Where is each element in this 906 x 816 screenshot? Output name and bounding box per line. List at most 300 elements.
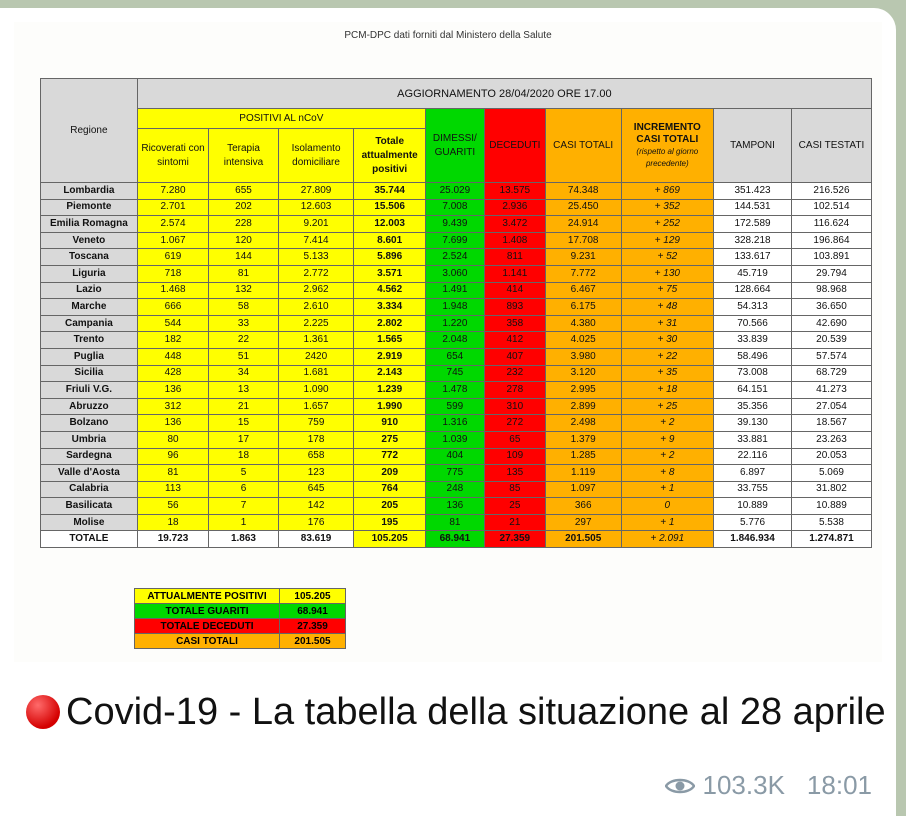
message-time: 18:01 xyxy=(806,770,872,800)
total-casi-totali: 201.505 xyxy=(545,531,621,548)
cell-incremento: + 252 xyxy=(621,216,714,233)
cell-casi-totali: 7.772 xyxy=(545,265,621,282)
total-terapia: 1.863 xyxy=(209,531,278,548)
cell-deceduti: 135 xyxy=(484,465,545,482)
table-row xyxy=(41,232,872,249)
table-row xyxy=(41,265,872,282)
cell-deceduti: 3.472 xyxy=(484,216,545,233)
cell-deceduti: 811 xyxy=(484,249,545,266)
cell-ricoverati: 544 xyxy=(137,315,209,332)
cell-isolamento: 1.090 xyxy=(278,382,354,399)
cell-deceduti: 412 xyxy=(484,332,545,349)
update-title: AGGIORNAMENTO 28/04/2020 ORE 17.00 xyxy=(137,79,871,109)
cell-regione: Calabria xyxy=(41,481,138,498)
cell-isolamento: 176 xyxy=(278,514,354,531)
cell-ricoverati: 80 xyxy=(137,431,209,448)
cell-terapia: 18 xyxy=(209,448,278,465)
cell-isolamento: 645 xyxy=(278,481,354,498)
cell-regione: Bolzano xyxy=(41,415,138,432)
cell-regione: Molise xyxy=(41,514,138,531)
cell-casi-totali: 1.119 xyxy=(545,465,621,482)
cell-terapia: 34 xyxy=(209,365,278,382)
cell-incremento: + 48 xyxy=(621,299,714,316)
cell-ricoverati: 2.701 xyxy=(137,199,209,216)
cell-regione: Lazio xyxy=(41,282,138,299)
table-row xyxy=(41,315,872,332)
cell-isolamento: 27.809 xyxy=(278,183,354,200)
cell-tamponi: 172.589 xyxy=(714,216,792,233)
cell-regione: Umbria xyxy=(41,431,138,448)
cell-terapia: 15 xyxy=(209,415,278,432)
cell-tamponi: 22.116 xyxy=(714,448,792,465)
cell-ricoverati: 113 xyxy=(137,481,209,498)
cell-dimessi: 25.029 xyxy=(425,183,484,200)
summary-value: 201.505 xyxy=(280,634,346,649)
cell-casi-testati: 29.794 xyxy=(791,265,871,282)
cell-totale-positivi: 3.571 xyxy=(354,265,426,282)
table-row xyxy=(41,282,872,299)
cell-casi-testati: 5.069 xyxy=(791,465,871,482)
cell-casi-totali: 17.708 xyxy=(545,232,621,249)
cell-casi-testati: 31.802 xyxy=(791,481,871,498)
cell-tamponi: 128.664 xyxy=(714,282,792,299)
cell-terapia: 132 xyxy=(209,282,278,299)
cell-regione: Valle d'Aosta xyxy=(41,465,138,482)
cell-casi-totali: 2.995 xyxy=(545,382,621,399)
cell-dimessi: 7.008 xyxy=(425,199,484,216)
cell-casi-totali: 1.379 xyxy=(545,431,621,448)
cell-totale-positivi: 12.003 xyxy=(354,216,426,233)
cell-incremento: + 31 xyxy=(621,315,714,332)
cell-casi-testati: 27.054 xyxy=(791,398,871,415)
cell-terapia: 7 xyxy=(209,498,278,515)
header-isolamento: Isolamento domiciliare xyxy=(278,129,354,183)
cell-totale-positivi: 910 xyxy=(354,415,426,432)
cell-totale-positivi: 764 xyxy=(354,481,426,498)
cell-deceduti: 2.936 xyxy=(484,199,545,216)
cell-terapia: 144 xyxy=(209,249,278,266)
covid-table xyxy=(40,78,872,548)
cell-casi-testati: 98.968 xyxy=(791,282,871,299)
cell-deceduti: 414 xyxy=(484,282,545,299)
cell-incremento: + 9 xyxy=(621,431,714,448)
cell-totale-positivi: 2.802 xyxy=(354,315,426,332)
cell-casi-totali: 25.450 xyxy=(545,199,621,216)
cell-regione: Emilia Romagna xyxy=(41,216,138,233)
cell-isolamento: 2.962 xyxy=(278,282,354,299)
cell-terapia: 1 xyxy=(209,514,278,531)
cell-ricoverati: 718 xyxy=(137,265,209,282)
cell-tamponi: 10.889 xyxy=(714,498,792,515)
cell-totale-positivi: 1.239 xyxy=(354,382,426,399)
cell-ricoverati: 136 xyxy=(137,382,209,399)
cell-casi-testati: 36.650 xyxy=(791,299,871,316)
table-image[interactable] xyxy=(14,22,882,662)
cell-ricoverati: 7.280 xyxy=(137,183,209,200)
cell-totale-positivi: 772 xyxy=(354,448,426,465)
cell-incremento: + 1 xyxy=(621,514,714,531)
table-row xyxy=(41,514,872,531)
cell-casi-totali: 1.285 xyxy=(545,448,621,465)
cell-regione: Toscana xyxy=(41,249,138,266)
cell-dimessi: 136 xyxy=(425,498,484,515)
table-row xyxy=(41,216,872,233)
header-dimessi: DIMESSI/ GUARITI xyxy=(425,109,484,183)
cell-dimessi: 7.699 xyxy=(425,232,484,249)
cell-regione: Veneto xyxy=(41,232,138,249)
cell-incremento: + 18 xyxy=(621,382,714,399)
cell-casi-testati: 196.864 xyxy=(791,232,871,249)
total-casi-testati: 1.274.871 xyxy=(791,531,871,548)
cell-casi-testati: 42.690 xyxy=(791,315,871,332)
cell-casi-totali: 24.914 xyxy=(545,216,621,233)
cell-isolamento: 5.133 xyxy=(278,249,354,266)
cell-isolamento: 123 xyxy=(278,465,354,482)
table-row xyxy=(41,199,872,216)
cell-incremento: + 1 xyxy=(621,481,714,498)
cell-isolamento: 2.610 xyxy=(278,299,354,316)
header-totale-positivi: Totale attualmente positivi xyxy=(354,129,426,183)
table-row xyxy=(41,299,872,316)
summary-label: TOTALE DECEDUTI xyxy=(135,619,280,634)
cell-isolamento: 759 xyxy=(278,415,354,432)
cell-casi-testati: 20.539 xyxy=(791,332,871,349)
cell-deceduti: 1.141 xyxy=(484,265,545,282)
summary-row xyxy=(135,634,346,649)
header-casi-totali: CASI TOTALI xyxy=(545,109,621,183)
table-row xyxy=(41,481,872,498)
cell-dimessi: 775 xyxy=(425,465,484,482)
cell-dimessi: 1.316 xyxy=(425,415,484,432)
cell-regione: Campania xyxy=(41,315,138,332)
cell-ricoverati: 1.067 xyxy=(137,232,209,249)
summary-value: 105.205 xyxy=(280,589,346,604)
cell-casi-totali: 9.231 xyxy=(545,249,621,266)
cell-deceduti: 278 xyxy=(484,382,545,399)
header-incremento xyxy=(621,109,714,183)
total-tamponi: 1.846.934 xyxy=(714,531,792,548)
table-row xyxy=(41,448,872,465)
cell-casi-totali: 1.097 xyxy=(545,481,621,498)
cell-terapia: 21 xyxy=(209,398,278,415)
cell-dimessi: 1.491 xyxy=(425,282,484,299)
cell-terapia: 5 xyxy=(209,465,278,482)
cell-terapia: 33 xyxy=(209,315,278,332)
header-tamponi: TAMPONI xyxy=(714,109,792,183)
cell-tamponi: 35.356 xyxy=(714,398,792,415)
table-row xyxy=(41,415,872,432)
cell-regione: Sardegna xyxy=(41,448,138,465)
header-incremento-note: (rispetto al giorno precedente) xyxy=(636,146,699,168)
cell-incremento: + 22 xyxy=(621,348,714,365)
cell-dimessi: 9.439 xyxy=(425,216,484,233)
cell-regione: Piemonte xyxy=(41,199,138,216)
cell-tamponi: 64.151 xyxy=(714,382,792,399)
cell-dimessi: 404 xyxy=(425,448,484,465)
cell-tamponi: 33.881 xyxy=(714,431,792,448)
cell-totale-positivi: 209 xyxy=(354,465,426,482)
cell-tamponi: 39.130 xyxy=(714,415,792,432)
summary-label: CASI TOTALI xyxy=(135,634,280,649)
cell-tamponi: 54.313 xyxy=(714,299,792,316)
table-row xyxy=(41,332,872,349)
cell-casi-testati: 23.263 xyxy=(791,431,871,448)
cell-terapia: 202 xyxy=(209,199,278,216)
cell-tamponi: 45.719 xyxy=(714,265,792,282)
cell-ricoverati: 666 xyxy=(137,299,209,316)
cell-regione: Sicilia xyxy=(41,365,138,382)
cell-totale-positivi: 5.896 xyxy=(354,249,426,266)
cell-terapia: 22 xyxy=(209,332,278,349)
cell-incremento: + 2 xyxy=(621,415,714,432)
cell-incremento: + 52 xyxy=(621,249,714,266)
cell-dimessi: 1.039 xyxy=(425,431,484,448)
cell-casi-testati: 41.273 xyxy=(791,382,871,399)
cell-terapia: 6 xyxy=(209,481,278,498)
cell-isolamento: 1.657 xyxy=(278,398,354,415)
table-row xyxy=(41,365,872,382)
cell-totale-positivi: 1.565 xyxy=(354,332,426,349)
header-terapia: Terapia intensiva xyxy=(209,129,278,183)
total-deceduti: 27.359 xyxy=(484,531,545,548)
cell-casi-testati: 68.729 xyxy=(791,365,871,382)
cell-incremento: + 352 xyxy=(621,199,714,216)
cell-totale-positivi: 205 xyxy=(354,498,426,515)
cell-deceduti: 65 xyxy=(484,431,545,448)
message-meta xyxy=(665,770,872,801)
cell-dimessi: 1.220 xyxy=(425,315,484,332)
cell-ricoverati: 428 xyxy=(137,365,209,382)
cell-dimessi: 2.048 xyxy=(425,332,484,349)
summary-row xyxy=(135,619,346,634)
cell-incremento: + 2 xyxy=(621,448,714,465)
cell-deceduti: 272 xyxy=(484,415,545,432)
cell-totale-positivi: 275 xyxy=(354,431,426,448)
cell-incremento: + 30 xyxy=(621,332,714,349)
cell-deceduti: 25 xyxy=(484,498,545,515)
summary-row xyxy=(135,604,346,619)
cell-deceduti: 21 xyxy=(484,514,545,531)
cell-deceduti: 109 xyxy=(484,448,545,465)
cell-dimessi: 3.060 xyxy=(425,265,484,282)
cell-casi-totali: 4.380 xyxy=(545,315,621,332)
cell-isolamento: 9.201 xyxy=(278,216,354,233)
cell-casi-totali: 366 xyxy=(545,498,621,515)
cell-ricoverati: 81 xyxy=(137,465,209,482)
cell-tamponi: 6.897 xyxy=(714,465,792,482)
cell-deceduti: 893 xyxy=(484,299,545,316)
cell-casi-totali: 4.025 xyxy=(545,332,621,349)
cell-casi-totali: 6.467 xyxy=(545,282,621,299)
table-row xyxy=(41,348,872,365)
cell-casi-testati: 116.624 xyxy=(791,216,871,233)
cell-regione: Friuli V.G. xyxy=(41,382,138,399)
cell-deceduti: 407 xyxy=(484,348,545,365)
summary-label: TOTALE GUARITI xyxy=(135,604,280,619)
cell-tamponi: 144.531 xyxy=(714,199,792,216)
cell-regione: Puglia xyxy=(41,348,138,365)
table-row xyxy=(41,249,872,266)
cell-tamponi: 58.496 xyxy=(714,348,792,365)
cell-incremento: + 869 xyxy=(621,183,714,200)
cell-dimessi: 1.478 xyxy=(425,382,484,399)
cell-isolamento: 1.681 xyxy=(278,365,354,382)
cell-ricoverati: 1.468 xyxy=(137,282,209,299)
table-row xyxy=(41,398,872,415)
cell-incremento: + 25 xyxy=(621,398,714,415)
cell-ricoverati: 2.574 xyxy=(137,216,209,233)
cell-deceduti: 358 xyxy=(484,315,545,332)
cell-casi-testati: 20.053 xyxy=(791,448,871,465)
cell-ricoverati: 136 xyxy=(137,415,209,432)
total-incremento: + 2.091 xyxy=(621,531,714,548)
header-ricoverati: Ricoverati con sintomi xyxy=(137,129,209,183)
cell-deceduti: 13.575 xyxy=(484,183,545,200)
cell-casi-totali: 3.120 xyxy=(545,365,621,382)
cell-ricoverati: 182 xyxy=(137,332,209,349)
cell-totale-positivi: 3.334 xyxy=(354,299,426,316)
summary-row xyxy=(135,589,346,604)
cell-tamponi: 133.617 xyxy=(714,249,792,266)
header-deceduti: DECEDUTI xyxy=(484,109,545,183)
message-caption xyxy=(26,688,886,736)
summary-value: 68.941 xyxy=(280,604,346,619)
cell-regione: Trento xyxy=(41,332,138,349)
total-row xyxy=(41,531,872,548)
cell-isolamento: 7.414 xyxy=(278,232,354,249)
cell-ricoverati: 312 xyxy=(137,398,209,415)
red-circle-icon xyxy=(26,695,60,729)
cell-deceduti: 1.408 xyxy=(484,232,545,249)
cell-dimessi: 745 xyxy=(425,365,484,382)
cell-casi-totali: 3.980 xyxy=(545,348,621,365)
cell-dimessi: 248 xyxy=(425,481,484,498)
cell-tamponi: 70.566 xyxy=(714,315,792,332)
table-row xyxy=(41,498,872,515)
cell-incremento: + 8 xyxy=(621,465,714,482)
cell-casi-totali: 2.899 xyxy=(545,398,621,415)
cell-casi-testati: 102.514 xyxy=(791,199,871,216)
cell-totale-positivi: 2.919 xyxy=(354,348,426,365)
cell-regione: Liguria xyxy=(41,265,138,282)
cell-regione: Abruzzo xyxy=(41,398,138,415)
cell-deceduti: 310 xyxy=(484,398,545,415)
cell-totale-positivi: 15.506 xyxy=(354,199,426,216)
cell-tamponi: 351.423 xyxy=(714,183,792,200)
cell-tamponi: 33.839 xyxy=(714,332,792,349)
total-totale-positivi: 105.205 xyxy=(354,531,426,548)
summary-value: 27.359 xyxy=(280,619,346,634)
eye-icon xyxy=(665,776,695,796)
total-dimessi: 68.941 xyxy=(425,531,484,548)
caption-text: Covid-19 - La tabella della situazione al 28 aprile xyxy=(66,691,886,733)
cell-ricoverati: 18 xyxy=(137,514,209,531)
cell-totale-positivi: 4.562 xyxy=(354,282,426,299)
summary-table xyxy=(134,588,346,649)
cell-isolamento: 1.361 xyxy=(278,332,354,349)
cell-dimessi: 599 xyxy=(425,398,484,415)
summary-label: ATTUALMENTE POSITIVI xyxy=(135,589,280,604)
cell-deceduti: 85 xyxy=(484,481,545,498)
cell-ricoverati: 619 xyxy=(137,249,209,266)
cell-casi-testati: 103.891 xyxy=(791,249,871,266)
header-casi-testati: CASI TESTATI xyxy=(791,109,871,183)
cell-regione: Basilicata xyxy=(41,498,138,515)
total-isolamento: 83.619 xyxy=(278,531,354,548)
cell-dimessi: 2.524 xyxy=(425,249,484,266)
cell-isolamento: 2.772 xyxy=(278,265,354,282)
cell-ricoverati: 448 xyxy=(137,348,209,365)
cell-casi-testati: 57.574 xyxy=(791,348,871,365)
cell-casi-testati: 216.526 xyxy=(791,183,871,200)
total-ricoverati: 19.723 xyxy=(137,531,209,548)
table-row xyxy=(41,465,872,482)
cell-casi-totali: 74.348 xyxy=(545,183,621,200)
cell-totale-positivi: 35.744 xyxy=(354,183,426,200)
cell-isolamento: 12.603 xyxy=(278,199,354,216)
cell-terapia: 120 xyxy=(209,232,278,249)
cell-terapia: 81 xyxy=(209,265,278,282)
cell-incremento: + 35 xyxy=(621,365,714,382)
cell-totale-positivi: 2.143 xyxy=(354,365,426,382)
header-regione: Regione xyxy=(41,79,138,183)
cell-casi-totali: 297 xyxy=(545,514,621,531)
cell-terapia: 13 xyxy=(209,382,278,399)
cell-tamponi: 328.218 xyxy=(714,232,792,249)
cell-dimessi: 654 xyxy=(425,348,484,365)
cell-incremento: + 129 xyxy=(621,232,714,249)
cell-dimessi: 1.948 xyxy=(425,299,484,316)
table-row xyxy=(41,382,872,399)
cell-totale-positivi: 195 xyxy=(354,514,426,531)
cell-totale-positivi: 1.990 xyxy=(354,398,426,415)
cell-isolamento: 142 xyxy=(278,498,354,515)
cell-isolamento: 2420 xyxy=(278,348,354,365)
cell-ricoverati: 56 xyxy=(137,498,209,515)
cell-tamponi: 5.776 xyxy=(714,514,792,531)
table-row xyxy=(41,431,872,448)
cell-casi-testati: 18.567 xyxy=(791,415,871,432)
cell-casi-totali: 2.498 xyxy=(545,415,621,432)
cell-incremento: 0 xyxy=(621,498,714,515)
cell-incremento: + 75 xyxy=(621,282,714,299)
cell-tamponi: 33.755 xyxy=(714,481,792,498)
message-bubble xyxy=(0,8,896,816)
cell-isolamento: 178 xyxy=(278,431,354,448)
cell-ricoverati: 96 xyxy=(137,448,209,465)
cell-terapia: 228 xyxy=(209,216,278,233)
cell-regione: Marche xyxy=(41,299,138,316)
cell-dimessi: 81 xyxy=(425,514,484,531)
view-count: 103.3K xyxy=(702,770,785,800)
cell-isolamento: 658 xyxy=(278,448,354,465)
cell-casi-testati: 10.889 xyxy=(791,498,871,515)
cell-terapia: 17 xyxy=(209,431,278,448)
header-incremento-label: INCREMENTO CASI TOTALI xyxy=(633,121,701,145)
table-row xyxy=(41,183,872,200)
cell-terapia: 58 xyxy=(209,299,278,316)
cell-totale-positivi: 8.601 xyxy=(354,232,426,249)
cell-regione: Lombardia xyxy=(41,183,138,200)
cell-terapia: 655 xyxy=(209,183,278,200)
cell-incremento: + 130 xyxy=(621,265,714,282)
source-line: PCM-DPC dati forniti dal Ministero della Salute xyxy=(344,30,552,41)
total-regione: TOTALE xyxy=(41,531,138,548)
cell-casi-testati: 5.538 xyxy=(791,514,871,531)
header-positivi: POSITIVI AL nCoV xyxy=(137,109,425,129)
cell-casi-totali: 6.175 xyxy=(545,299,621,316)
cell-terapia: 51 xyxy=(209,348,278,365)
